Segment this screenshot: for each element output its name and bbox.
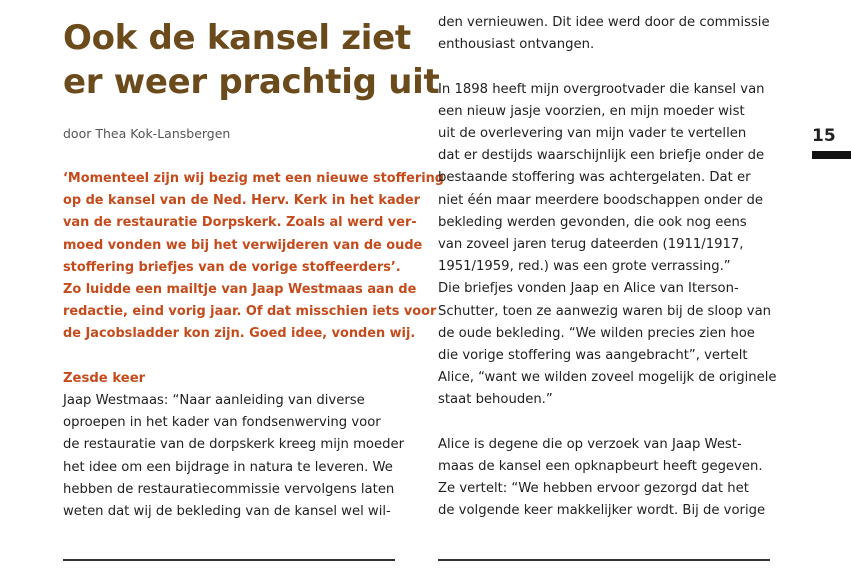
intro-line: moed vonden we bij het verwijderen van de oude — [63, 237, 423, 253]
intro-line: redactie, eind vorig jaar. Of dat misschien iets voor — [63, 304, 437, 320]
body-line: Jaap Westmaas: “Naar aanleiding van diverse — [63, 393, 365, 409]
body-line: de volgende keer makkelijker wordt. Bij de vorige — [438, 503, 766, 519]
body-line: enthousiast ontvangen. — [438, 37, 595, 53]
body-line: bestaande stoffering was achtergelaten. Dat er — [438, 170, 751, 186]
column-rule-left — [63, 559, 395, 561]
body-line: In 1898 heeft mijn overgrootvader die kansel van — [438, 81, 765, 97]
column-rule-right — [438, 559, 770, 561]
body-line: Ze vertelt: “We hebben ervoor gezorgd dat het — [438, 481, 749, 497]
subheading — [63, 368, 408, 390]
body-paragraph — [438, 79, 788, 412]
body-line: Schutter, toen ze aanwezig waren bij de sloop van — [438, 303, 772, 319]
body-line: bekleding werden gevonden, die ook nog eens — [438, 214, 747, 230]
body-line: Alice, “want we wilden zoveel mogelijk de originele — [438, 370, 777, 386]
body-line: hebben de restauratiecommissie vervolgens laten — [63, 481, 395, 497]
intro-line: Zo luidde een mailtje van Jaap Westmaas aan de — [63, 282, 417, 298]
body-paragraph — [63, 390, 408, 523]
paragraph-gap — [438, 56, 788, 78]
body-line: Die briefjes vonden Jaap en Alice van Iterson- — [438, 281, 739, 297]
body-line: oproepen in het kader van fondsenwerving voor — [63, 415, 381, 431]
title-line: er weer prachtig uit — [63, 62, 440, 102]
byline: door Thea Kok-Lansbergen — [63, 126, 231, 141]
body-line: uit de overlevering van mijn vader te vertellen — [438, 126, 747, 141]
page-marker-bar — [812, 151, 851, 159]
intro-line: van de restauratie Dorpskerk. Zoals al werd ver- — [63, 215, 417, 231]
right-column — [438, 12, 788, 523]
intro-line: op de kansel van de Ned. Herv. Kerk in het kader — [63, 193, 420, 209]
body-line: weten dat wij de bekleding van de kansel wel wil- — [63, 504, 391, 520]
body-line: staat behouden.” — [438, 392, 553, 408]
paragraph-gap — [63, 346, 408, 368]
left-column — [63, 168, 445, 523]
title-line: Ook de kansel ziet — [63, 18, 411, 58]
body-paragraph — [438, 434, 788, 523]
body-line: niet één maar meerdere boodschappen onder de — [438, 192, 763, 208]
body-line: een nieuw jasje voorzien, en mijn moeder wist — [438, 103, 745, 119]
body-line: het idee om een bijdrage in natura te leveren. We — [63, 459, 393, 475]
body-line: den vernieuwen. Dit idee werd door de commissie — [438, 15, 770, 30]
body-line: Alice is degene die op verzoek van Jaap West- — [438, 436, 742, 452]
body-line: 1951/1959, red.) was een grote verrassing.” — [438, 259, 731, 275]
body-line: dat er destijds waarschijnlijk een briefje onder de — [438, 148, 765, 164]
page-number: 15 — [812, 126, 836, 146]
paragraph-gap — [438, 412, 788, 434]
intro-line: stoffering briefjes van de vorige stoffeerders’. — [63, 259, 401, 275]
subheading-text: Zesde keer — [63, 370, 146, 386]
intro-paragraph — [63, 168, 445, 346]
intro-line: de Jacobsladder kon zijn. Goed idee, vonden wij. — [63, 326, 416, 342]
article-title — [63, 16, 440, 104]
body-line: van zoveel jaren terug dateerden (1911/1917, — [438, 237, 744, 253]
body-line: de oude bekleding. “We wilden precies zien hoe — [438, 325, 755, 341]
intro-line: ‘Momenteel zijn wij bezig met een nieuwe stoffering — [63, 171, 445, 186]
body-line: de restauratie van de dorpskerk kreeg mijn moeder — [63, 437, 405, 453]
body-line: die vorige stoffering was aangebracht”, vertelt — [438, 348, 748, 364]
body-line: maas de kansel een opknapbeurt heeft gegeven. — [438, 459, 763, 475]
body-paragraph — [438, 12, 788, 56]
